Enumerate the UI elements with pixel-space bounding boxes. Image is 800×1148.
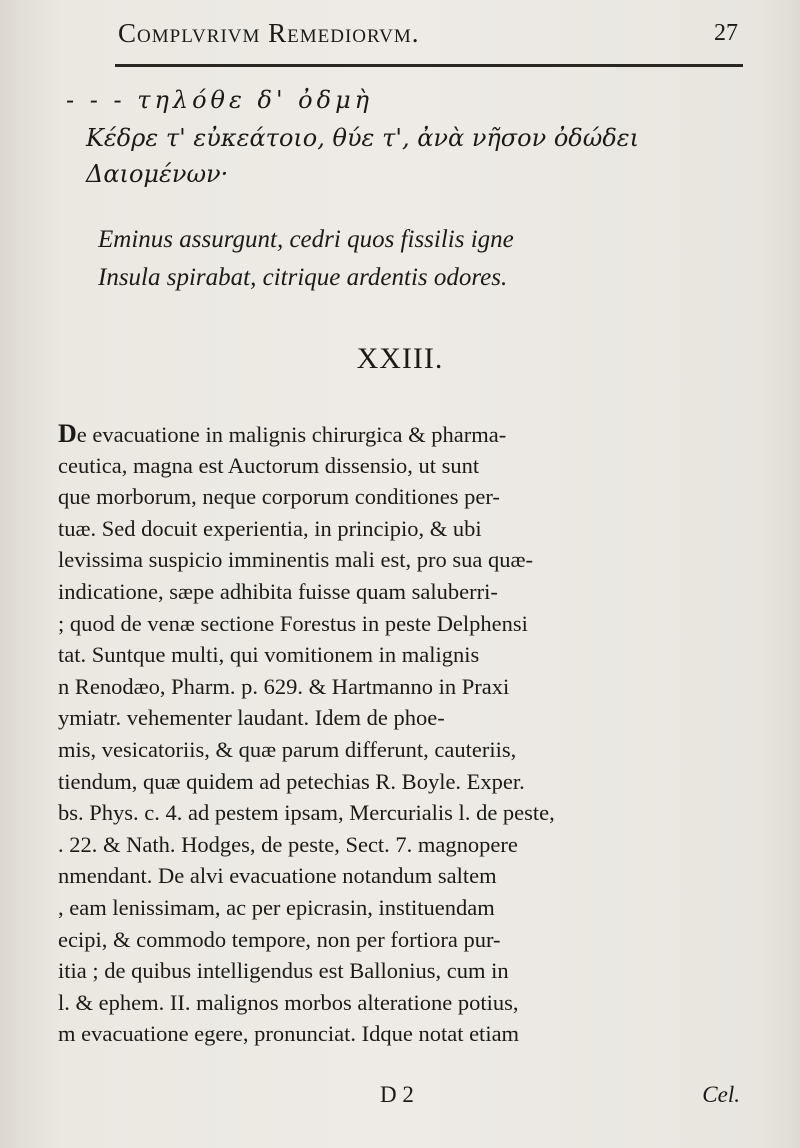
greek-verse-line: Δαιομένων· xyxy=(86,160,229,188)
body-line: mis, vesicatoriis, & quæ parum differunt, cauteriis, xyxy=(58,736,517,762)
catchword: Cel. xyxy=(702,1082,740,1107)
body-line: tiendum, quæ quidem ad petechias R. Boyle. Exper. xyxy=(58,768,525,794)
body-line: nmendant. De alvi evacuatione notandum saltem xyxy=(58,863,497,889)
latin-verse-line: Insula spirabat, citrique ardentis odores. xyxy=(98,264,508,291)
latin-verse-line: Eminus assurgunt, cedri quos fissilis igne xyxy=(98,226,514,253)
body-line: ymiatr. vehementer laudant. Idem de phoe- xyxy=(58,705,445,731)
body-line: ; quod de venæ sectione Forestus in peste Delphensi xyxy=(58,610,528,636)
page-header xyxy=(118,18,738,58)
body-line: ceutica, magna est Auctorum dissensio, ut sunt xyxy=(58,452,480,478)
page-number: 27 xyxy=(714,20,738,46)
header-rule xyxy=(115,64,743,67)
body-line: m evacuatione egere, pronunciat. Idque notat etiam xyxy=(58,1021,520,1047)
body-paragraph xyxy=(58,418,758,1050)
body-line: indicatione, sæpe adhibita fuisse quam saluberri- xyxy=(58,578,498,604)
body-line-text: e evacuatione in malignis chirurgica & pharma- xyxy=(76,422,507,447)
signature-mark: D 2 xyxy=(380,1082,414,1107)
body-line: itia ; de quibus intelligendus est Ballonius, cum in xyxy=(58,958,509,984)
page-footer xyxy=(380,1082,740,1112)
section-number: XXIII. xyxy=(356,342,444,375)
body-line: tuæ. Sed docuit experientia, in principio, & ubi xyxy=(58,515,482,541)
body-line: l. & ephem. II. malignos morbos alteratione potius, xyxy=(58,989,519,1015)
body-line: tat. Suntque multi, qui vomitionem in malignis xyxy=(58,642,480,668)
greek-verse-line: Κέδρε τ' εὐκεάτοιο, θύε τ', ἀνὰ νῆσον ὀδώδει xyxy=(86,124,640,152)
drop-cap: D xyxy=(58,419,77,448)
body-line xyxy=(58,418,758,450)
body-line: , eam lenissimam, ac per epicrasin, instituendam xyxy=(58,894,495,920)
running-title: Complvrivm Remediorvm. xyxy=(118,18,420,48)
body-line: levissima suspicio imminentis mali est, pro sua quæ- xyxy=(58,547,533,573)
body-line: ecipi, & commodo tempore, non per fortiora pur- xyxy=(58,926,501,952)
greek-verse-line: - - - τηλόθε δ' ὀδμὴ xyxy=(66,86,374,114)
body-line: . 22. & Nath. Hodges, de peste, Sect. 7. magnopere xyxy=(58,831,518,857)
body-line: n Renodæo, Pharm. p. 629. & Hartmanno in Praxi xyxy=(58,673,510,699)
body-line: bs. Phys. c. 4. ad pestem ipsam, Mercurialis l. de peste, xyxy=(58,800,555,826)
body-line: que morborum, neque corporum conditiones per- xyxy=(58,484,500,510)
